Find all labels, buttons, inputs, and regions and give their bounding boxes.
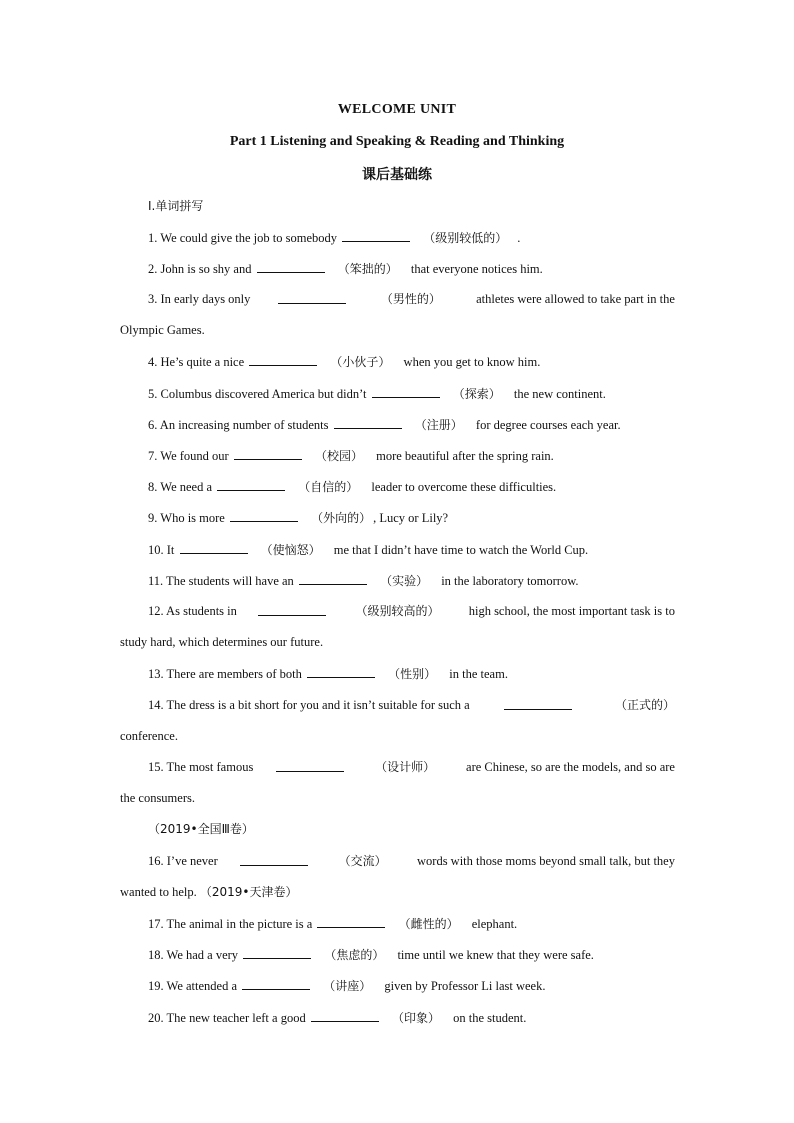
question-text-cont: wanted to help. — [120, 885, 197, 899]
answer-blank[interactable] — [504, 697, 572, 710]
answer-blank[interactable] — [311, 1009, 379, 1022]
question-text-end: me that I didn’t have time to watch the World Cup. — [333, 543, 589, 557]
question-4 — [148, 353, 675, 370]
question-text-end: when you get to know him. — [403, 355, 541, 369]
chinese-hint: （性别） — [388, 667, 437, 681]
question-text-end: given by Professor Li last week. — [384, 979, 546, 993]
question-12-continued: study hard, which determines our future. — [120, 635, 324, 649]
question-text: 5. Columbus discovered America but didn’t — [148, 387, 367, 401]
question-text-end: more beautiful after the spring rain. — [376, 449, 554, 463]
question-16-continued — [120, 884, 675, 900]
question-text-end: athletes were allowed to take part in the — [476, 292, 675, 306]
question-text: 16. I’ve never — [148, 854, 218, 868]
question-text-end: elephant. — [471, 917, 518, 931]
question-16 — [148, 853, 675, 869]
chinese-hint: （讲座） — [323, 979, 372, 993]
chinese-hint: （级别较低的） — [423, 231, 508, 245]
question-text-end: leader to overcome these difficulties. — [371, 480, 557, 494]
question-15-source: （2019•全国Ⅲ卷） — [148, 822, 254, 836]
chinese-hint: （笨拙的） — [337, 262, 398, 276]
question-16-source: （2019•天津卷） — [199, 885, 298, 899]
question-text: 11. The students will have an — [148, 574, 294, 588]
answer-blank[interactable] — [234, 447, 302, 460]
part-title: Part 1 Listening and Speaking & Reading and Thinking — [229, 134, 565, 149]
question-text: 2. John is so shy and — [148, 262, 252, 276]
answer-blank[interactable] — [299, 572, 367, 585]
question-15 — [148, 759, 675, 775]
question-9 — [148, 509, 675, 526]
question-14 — [148, 697, 675, 713]
answer-blank[interactable] — [243, 946, 311, 959]
question-text: 15. The most famous — [148, 760, 254, 774]
answer-blank[interactable] — [372, 385, 440, 398]
question-11 — [148, 572, 675, 589]
question-10 — [148, 541, 675, 558]
question-14-continued: conference. — [120, 729, 178, 743]
unit-title: WELCOME UNIT — [337, 102, 457, 117]
question-7 — [148, 447, 675, 464]
answer-blank[interactable] — [276, 759, 344, 772]
answer-blank[interactable] — [342, 229, 410, 242]
question-text: 9. Who is more — [148, 511, 225, 525]
chinese-hint: （探索） — [452, 387, 501, 401]
question-8 — [148, 478, 675, 495]
chinese-hint: （注册） — [414, 418, 463, 432]
question-15-continued: the consumers. — [120, 791, 195, 805]
answer-blank[interactable] — [240, 853, 308, 866]
chinese-hint: （雌性的） — [398, 917, 459, 931]
question-text: 10. It — [148, 543, 175, 557]
answer-blank[interactable] — [230, 509, 298, 522]
question-18 — [148, 946, 675, 963]
chinese-hint: （小伙子） — [330, 355, 391, 369]
question-text-end: on the student. — [453, 1011, 527, 1025]
answer-blank[interactable] — [307, 665, 375, 678]
question-text: 13. There are members of both — [148, 667, 302, 681]
answer-blank[interactable] — [257, 260, 325, 273]
chinese-hint: （男性的） — [380, 292, 441, 306]
question-19 — [148, 977, 675, 994]
question-3-continued: Olympic Games. — [120, 323, 205, 337]
answer-blank[interactable] — [180, 541, 248, 554]
answer-blank[interactable] — [334, 416, 402, 429]
answer-blank[interactable] — [242, 977, 310, 990]
chinese-hint: （使恼怒） — [260, 543, 321, 557]
chinese-hint: （设计师） — [375, 760, 436, 774]
section-heading: I.单词拼写 — [148, 199, 204, 213]
chinese-hint: （交流） — [338, 854, 387, 868]
question-3 — [148, 291, 675, 307]
answer-blank[interactable] — [278, 291, 346, 304]
chinese-hint: （校园） — [314, 449, 363, 463]
question-text-end: time until we knew that they were safe. — [397, 948, 594, 962]
question-text-end: the new continent. — [513, 387, 606, 401]
question-text: 3. In early days only — [148, 292, 251, 306]
question-text-end: . — [517, 231, 521, 245]
answer-blank[interactable] — [249, 353, 317, 366]
chinese-hint: （外向的） — [311, 511, 372, 525]
question-text: 1. We could give the job to somebody — [148, 231, 338, 245]
question-text-end: for degree courses each year. — [475, 418, 621, 432]
question-text-end: in the laboratory tomorrow. — [441, 574, 579, 588]
question-5 — [148, 385, 675, 402]
question-text: 20. The new teacher left a good — [148, 1011, 306, 1025]
question-text-end: that everyone notices him. — [410, 262, 543, 276]
question-text: 19. We attended a — [148, 979, 238, 993]
chinese-hint: （印象） — [391, 1011, 440, 1025]
question-text: 7. We found our — [148, 449, 229, 463]
chinese-hint: （正式的） — [614, 698, 675, 712]
chinese-hint: （焦虑的） — [324, 948, 385, 962]
question-text: 8. We need a — [148, 480, 213, 494]
chinese-hint: （级别较高的） — [355, 604, 440, 618]
question-text: 17. The animal in the picture is a — [148, 917, 313, 931]
question-text-end: words with those moms beyond small talk, but they — [417, 854, 675, 868]
question-20 — [148, 1009, 675, 1026]
question-text: 12. As students in — [148, 604, 237, 618]
question-6 — [148, 416, 675, 433]
question-text-end: in the team. — [449, 667, 508, 681]
answer-blank[interactable] — [258, 603, 326, 616]
question-text-end: are Chinese, so are the models, and so are — [466, 760, 675, 774]
question-text-end: , Lucy or Lily? — [373, 511, 449, 525]
answer-blank[interactable] — [217, 478, 285, 491]
question-text: 4. He’s quite a nice — [148, 355, 245, 369]
question-text: 6. An increasing number of students — [148, 418, 329, 432]
exercise-subtitle: 课后基础练 — [362, 167, 432, 183]
question-text: 14. The dress is a bit short for you and it isn’t suitable for such a — [148, 698, 470, 712]
question-17 — [148, 915, 675, 932]
answer-blank[interactable] — [317, 915, 385, 928]
question-2 — [148, 260, 675, 277]
question-12 — [148, 603, 675, 619]
chinese-hint: （实验） — [380, 574, 429, 588]
question-text-end: high school, the most important task is to — [468, 604, 675, 618]
question-1 — [148, 229, 675, 246]
question-13 — [148, 665, 675, 682]
question-text: 18. We had a very — [148, 948, 239, 962]
chinese-hint: （自信的） — [298, 480, 359, 494]
